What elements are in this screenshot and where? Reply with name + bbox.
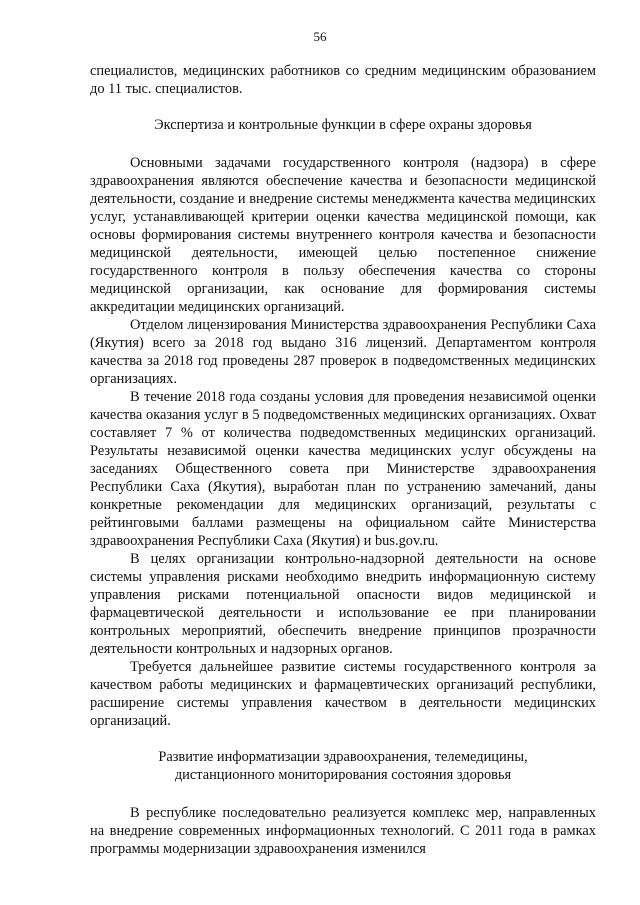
- section-heading-line: Развитие информатизации здравоохранения, телемедицины,: [158, 749, 528, 765]
- section-heading-2: [90, 748, 596, 784]
- page-content: [90, 62, 596, 858]
- paragraph: Требуется дальнейшее развитие системы государственного контроля за качеством работы медицинских и фармацевтических организаций республики, расширение системы управления качеством в деятельности медицинских организаций.: [90, 659, 596, 729]
- paragraph: В республике последовательно реализуется комплекс мер, направленных на внедрение современных информационных технологий. С 2011 года в рамках программы модернизации здравоохранения изменился: [90, 805, 596, 857]
- section-heading-line: дистанционного мониторирования состояния здоровья: [174, 767, 512, 783]
- section-heading: Экспертиза и контрольные функции в сфере охраны здоровья: [154, 117, 532, 133]
- paragraph: В целях организации контрольно-надзорной деятельности на основе системы управления рисками необходимо внедрить информационную систему управления рисками потенциальной опасности видов медицинской и фармацевтической деятельности и использование ее при планировании контрольных мероприятий, обеспечить внедрение принципов прозрачности деятельности контрольных и надзорных органов.: [90, 551, 596, 657]
- paragraph: Основными задачами государственного контроля (надзора) в сфере здравоохранения являются обеспечение качества и безопасности медицинской деятельности, создание и внедрение системы менеджмента качества медицинских услуг, устанавливающей критерии оценки качества медицинской помощи, как основы формирования системы внутреннего контроля качества и безопасности медицинской деятельности, имеющей целью постепенное снижение государственного контроля в пользу обеспечения качества со стороны медицинской организации, как основание для формирования системы аккредитации медицинских организаций.: [90, 155, 596, 315]
- page-number: 56: [313, 29, 327, 44]
- paragraph: В течение 2018 года созданы условия для проведения независимой оценки качества оказания услуг в 5 подведомственных медицинских организациях. Охват составляет 7 % от количества подведомственных медицинских организаций. Результаты независимой оценки качества медицинских услуг обсуждены на заседаниях Общественного совета при Министерстве здравоохранения Республики Саха (Якутия), выработан план по устранению замечаний, даны конкретные рекомендации для медицинских организаций, результаты с рейтинговыми баллами размещены на официальном сайте Министерства здравоохранения Республики Саха (Якутия) и bus.gov.ru.: [90, 389, 596, 549]
- paragraph: Отделом лицензирования Министерства здравоохранения Республики Саха (Якутия) всего за 2018 год выдано 316 лицензий. Департаментом контроля качества за 2018 год проведены 287 проверок в подведомственных медицинских организациях.: [90, 317, 596, 387]
- intro-paragraph: специалистов, медицинских работников со средним медицинским образованием до 11 тыс. специалистов.: [90, 63, 596, 97]
